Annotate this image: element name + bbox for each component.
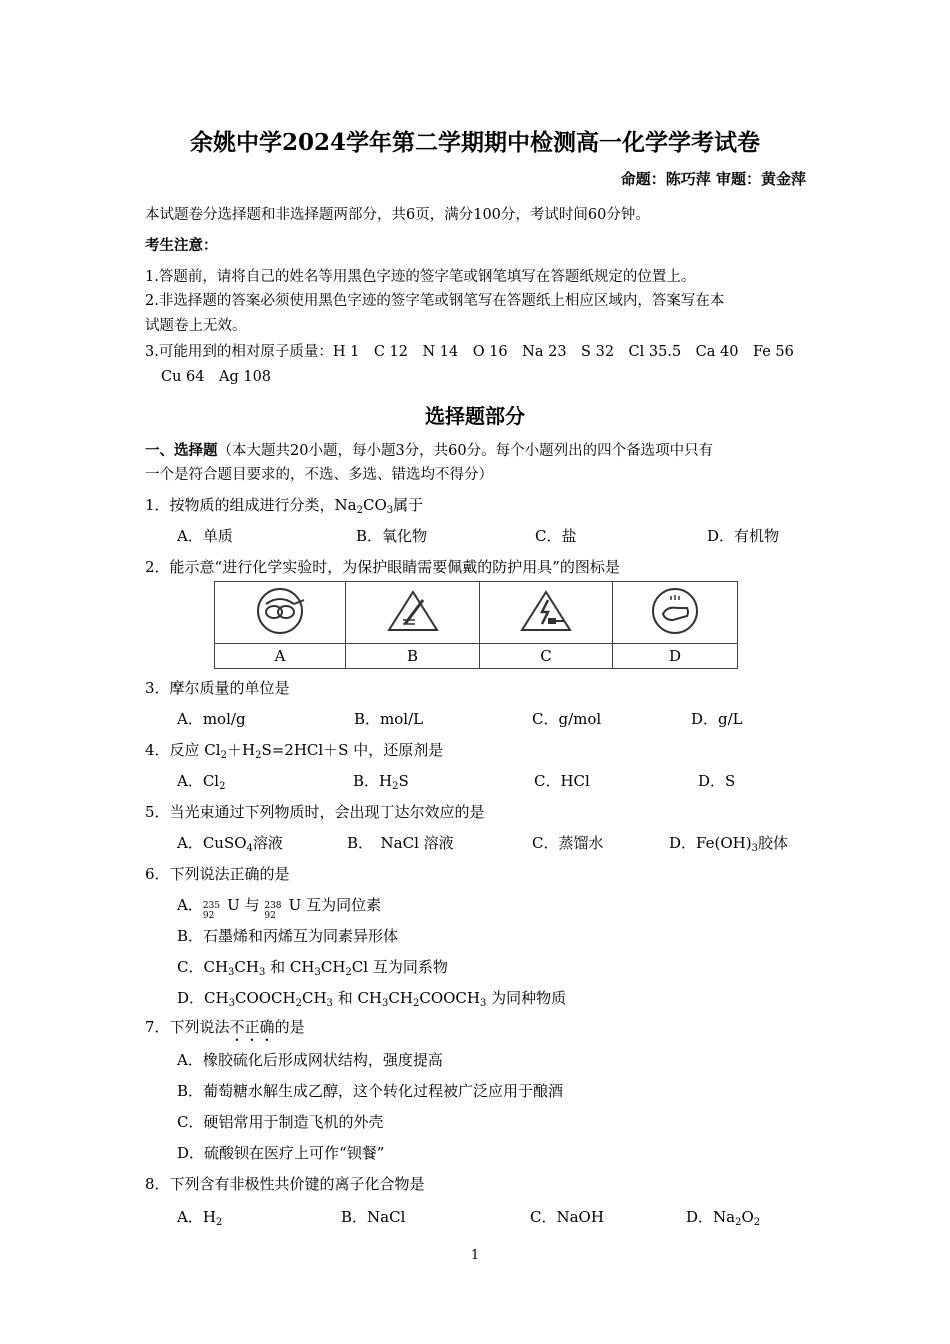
notice-item-3-line-2: Cu 64 Ag 108 <box>161 369 272 385</box>
q6-stem: 6．下列说法正确的是 <box>145 865 290 883</box>
notice-heading: 考生注意： <box>145 237 218 254</box>
hand-washing-icon <box>643 586 707 636</box>
q6-option-a: A． 235 92 U 与 238 92 U 互为同位素 <box>177 896 382 921</box>
q2-stem: 2．能示意“进行化学实验时，为保护眼睛需要佩戴的防护用具”的图标是 <box>145 558 620 576</box>
notice-item-2-line-2: 试题卷上无效。 <box>145 318 247 334</box>
q2-label-c: C <box>480 644 613 669</box>
q2-icon-cell-d <box>613 582 738 644</box>
q6-option-b: B．石墨烯和丙烯互为同素异形体 <box>177 927 399 945</box>
eye-protection-icon <box>248 586 312 636</box>
q8-option-a: A．$H_2$ <box>177 1208 223 1228</box>
notice-item-1: 1.答题前，请将自己的姓名等用黑色字迹的签字笔或钢笔填写在答题纸规定的位置上。 <box>145 269 696 285</box>
q4-option-b: B．$H_2S$ <box>353 772 409 792</box>
q2-icon-table <box>214 581 738 669</box>
author-byline: 命题：陈巧萍 审题：黄金萍 <box>620 170 806 188</box>
q1-option-a: A．单质 <box>177 527 233 545</box>
q5-option-c: C．蒸馏水 <box>532 834 604 852</box>
q3-option-d: D．g/L <box>691 710 743 728</box>
q4-stem: 4．反应 $Cl_2+H_2S=2HCl+S$ 中，还原剂是 <box>145 741 444 761</box>
notice-item-3-line-1: 3.可能用到的相对原子质量：H 1 C 12 N 14 O 16 Na 23 S 32 Cl 35.5 Ca 40 Fe 56 <box>145 344 794 360</box>
page-number: 1 <box>470 1248 480 1263</box>
emphasis-not-correct: 不正确 <box>229 1018 275 1036</box>
q1-option-b: B．氧化物 <box>356 527 428 545</box>
q7-option-a: A．橡胶硫化后形成网状结构，强度提高 <box>177 1051 443 1069</box>
q8-option-d: D．$Na_2O_2$ <box>686 1208 761 1228</box>
q1-option-d: D．有机物 <box>707 527 780 545</box>
q4-option-a: A．$Cl_2$ <box>177 772 226 792</box>
q2-icon-cell-b <box>346 582 480 644</box>
q8-stem: 8．下列含有非极性共价键的离子化合物是 <box>145 1175 425 1193</box>
q2-label-d: D <box>613 644 738 669</box>
q2-label-b: B <box>346 644 480 669</box>
q7-option-d: D．硫酸钡在医疗上可作“钡餐” <box>177 1144 385 1162</box>
q7-stem: 7．下列说法不正确的是 <box>145 1018 305 1036</box>
q7-option-c: C．硬铝常用于制造飞机的外壳 <box>177 1113 384 1131</box>
q2-icon-cell-c <box>480 582 613 644</box>
electrical-hazard-icon <box>514 586 578 636</box>
q3-option-b: B．mol/L <box>354 710 424 728</box>
q4-option-d: D．S <box>698 772 736 790</box>
q5-option-d: D．$Fe(OH)_3$胶体 <box>669 834 788 854</box>
part1-desc-1: （本大题共20小题，每小题3分，共60分。每个小题列出的四个备选项中只有 <box>217 443 714 459</box>
q4-option-c: C．HCl <box>534 772 590 790</box>
q6-option-d: D．$CH_3COOCH_2CH_3$ 和 $CH_3CH_2COOCH_3$ 为同种物质 <box>177 989 567 1009</box>
q1-option-c: C．盐 <box>535 527 577 545</box>
q1-stem: 1．按物质的组成进行分类，$Na_2CO_3$属于 <box>145 496 424 516</box>
sharp-object-warning-icon <box>381 586 445 636</box>
notice-item-2-line-1: 2.非选择题的答案必须使用黑色字迹的签字笔或钢笔写在答题纸上相应区域内，答案写在本 <box>145 293 725 309</box>
q7-option-b: B．葡萄糖水解生成乙醇，这个转化过程被广泛应用于酿酒 <box>177 1082 564 1100</box>
part1-instructions-line-1 <box>145 441 713 461</box>
page-title: 余姚中学2024学年第二学期期中检测高一化学学考试卷 <box>189 129 760 156</box>
q3-option-c: C．g/mol <box>532 710 602 728</box>
q8-option-b: B．NaCl <box>341 1208 406 1226</box>
section-title: 选择题部分 <box>425 404 525 428</box>
q5-stem: 5．当光束通过下列物质时，会出现丁达尔效应的是 <box>145 803 485 821</box>
q2-label-a: A <box>215 644 346 669</box>
part1-label: 一、选择题 <box>145 442 218 459</box>
intro-text: 本试题卷分选择题和非选择题两部分，共6页，满分100分，考试时间60分钟。 <box>145 207 650 223</box>
q5-option-a: A．CuSO$_4$溶液 <box>177 834 283 854</box>
q2-icon-cell-a <box>215 582 346 644</box>
part1-instructions-line-2: 一个是符合题目要求的，不选、多选、错选均不得分） <box>145 467 493 483</box>
q5-option-b: B． NaCl 溶液 <box>347 834 454 852</box>
q3-stem: 3．摩尔质量的单位是 <box>145 679 290 697</box>
q3-option-a: A．mol/g <box>177 710 246 728</box>
q8-option-c: C．NaOH <box>530 1208 604 1226</box>
q6-option-c: C．$CH_3CH_3$ 和 $CH_3CH_2Cl$ 互为同系物 <box>177 958 448 978</box>
